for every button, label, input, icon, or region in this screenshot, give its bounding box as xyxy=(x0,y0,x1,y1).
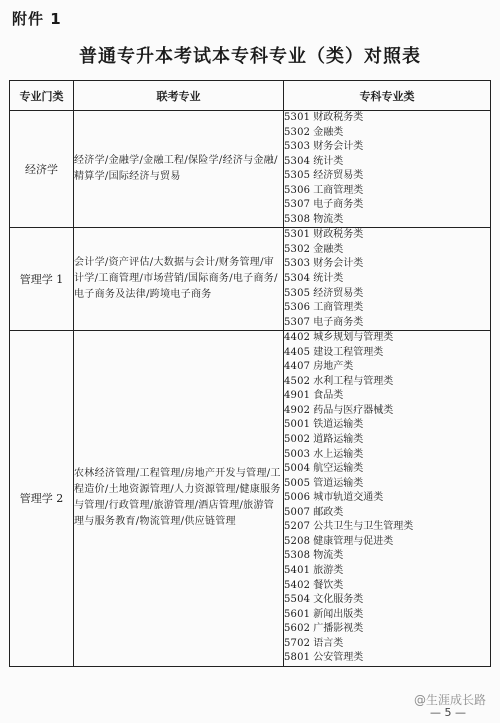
list-item xyxy=(284,287,490,302)
list-item xyxy=(284,506,490,521)
list-item xyxy=(284,549,490,564)
list-item xyxy=(284,520,490,535)
major-code: 5306 xyxy=(284,184,311,196)
list-item xyxy=(284,418,490,433)
major-name: 城市轨道交通类 xyxy=(313,492,384,504)
major-name: 公共卫生与卫生管理类 xyxy=(313,521,414,533)
major-code: 5601 xyxy=(284,608,311,620)
list-item xyxy=(284,608,490,623)
major-name: 金融类 xyxy=(313,126,344,138)
table-header-row xyxy=(10,81,491,111)
major-name: 财务会计类 xyxy=(313,258,364,270)
major-code: 5305 xyxy=(284,287,311,299)
major-name: 房地产类 xyxy=(313,361,354,373)
list-item xyxy=(284,637,490,652)
major-name: 铁道运输类 xyxy=(313,419,364,431)
major-code: 4502 xyxy=(284,375,311,387)
list-item xyxy=(284,184,490,199)
major-code: 5307 xyxy=(284,199,311,211)
major-name: 航空运输类 xyxy=(313,463,364,475)
list-item xyxy=(284,169,490,184)
major-code: 5303 xyxy=(284,258,311,270)
list-item xyxy=(284,198,490,213)
college-major-cell xyxy=(284,228,491,331)
table-row xyxy=(10,228,491,331)
joint-major-cell: 会计学/资产评估/大数据与会计/财务管理/审计学/工商管理/市场营销/国际商务/电子商务/电子商务及法律/跨境电子商务 xyxy=(74,228,284,331)
list-item xyxy=(284,579,490,594)
list-item xyxy=(284,228,490,243)
list-item xyxy=(284,213,490,228)
list-item xyxy=(284,404,490,419)
list-item xyxy=(284,272,490,287)
major-name: 电子商务类 xyxy=(313,316,364,328)
major-name: 统计类 xyxy=(313,273,344,285)
list-item xyxy=(284,491,490,506)
attachment-label: 附件 1 xyxy=(12,10,62,28)
major-code: 4901 xyxy=(284,390,311,402)
major-code: 5801 xyxy=(284,652,311,664)
list-item xyxy=(284,651,490,666)
major-code: 5304 xyxy=(284,273,311,285)
page-number: — 5 — xyxy=(430,706,466,719)
column-header-joint-major: 联考专业 xyxy=(74,81,284,111)
column-header-category: 专业门类 xyxy=(10,81,74,111)
major-code: 5602 xyxy=(284,623,311,635)
major-name: 广播影视类 xyxy=(313,623,364,635)
major-code: 5004 xyxy=(284,463,311,475)
list-item xyxy=(284,126,490,141)
college-major-cell xyxy=(284,331,491,667)
document-title: 普通专升本考试本专科专业（类）对照表 xyxy=(79,46,421,67)
major-name: 药品与医疗器械类 xyxy=(313,404,394,416)
major-code: 5002 xyxy=(284,434,311,446)
major-name: 物流类 xyxy=(313,550,344,562)
major-name: 健康管理与促进类 xyxy=(313,535,394,547)
list-item xyxy=(284,111,490,126)
major-code: 5003 xyxy=(284,448,311,460)
major-name: 食品类 xyxy=(313,390,344,402)
list-item xyxy=(284,462,490,477)
major-name: 旅游类 xyxy=(313,564,344,576)
major-name: 水上运输类 xyxy=(313,448,364,460)
major-name: 经济贸易类 xyxy=(313,287,364,299)
list-item xyxy=(284,301,490,316)
major-name: 文化服务类 xyxy=(313,594,364,606)
college-major-cell xyxy=(284,111,491,228)
major-name: 建设工程管理类 xyxy=(313,346,384,358)
table-row xyxy=(10,331,491,667)
list-item xyxy=(284,448,490,463)
major-name: 公安管理类 xyxy=(313,652,364,664)
major-code: 5006 xyxy=(284,492,311,504)
list-item xyxy=(284,360,490,375)
major-name: 工商管理类 xyxy=(313,302,364,314)
major-code: 5302 xyxy=(284,126,311,138)
major-code: 4902 xyxy=(284,404,311,416)
list-item xyxy=(284,257,490,272)
watermark: @生涯成长路 xyxy=(413,693,486,707)
major-code: 5306 xyxy=(284,302,311,314)
major-code: 4407 xyxy=(284,361,311,373)
category-cell: 管理学 1 xyxy=(10,228,74,331)
list-item xyxy=(284,331,490,346)
joint-major-cell: 农林经济管理/工程管理/房地产开发与管理/工程造价/土地资源管理/人力资源管理/健康服务与管理/行政管理/旅游管理/酒店管理/旅游管理与服务教育/物流管理/供应链管理 xyxy=(74,331,284,667)
major-name: 水利工程与管理类 xyxy=(313,375,394,387)
major-name: 管道运输类 xyxy=(313,477,364,489)
major-name: 工商管理类 xyxy=(313,184,364,196)
major-code: 4402 xyxy=(284,332,311,344)
major-name: 邮政类 xyxy=(313,506,344,518)
major-code: 5208 xyxy=(284,535,311,547)
list-item xyxy=(284,564,490,579)
list-item xyxy=(284,535,490,550)
table-row xyxy=(10,111,491,228)
major-code: 5401 xyxy=(284,564,311,576)
list-item xyxy=(284,243,490,258)
major-name: 财政税务类 xyxy=(313,112,364,123)
major-code: 5308 xyxy=(284,550,311,562)
major-code: 5308 xyxy=(284,213,311,225)
major-code: 5402 xyxy=(284,579,311,591)
list-item xyxy=(284,477,490,492)
major-name: 道路运输类 xyxy=(313,434,364,446)
major-code: 5304 xyxy=(284,155,311,167)
major-name: 新闻出版类 xyxy=(313,608,364,620)
list-item xyxy=(284,433,490,448)
major-name: 财政税务类 xyxy=(313,229,364,241)
major-code: 5702 xyxy=(284,637,311,649)
major-code: 5005 xyxy=(284,477,311,489)
list-item xyxy=(284,155,490,170)
major-code: 5307 xyxy=(284,316,311,328)
major-code: 5302 xyxy=(284,243,311,255)
major-code: 5504 xyxy=(284,594,311,606)
major-name: 物流类 xyxy=(313,213,344,225)
category-cell: 经济学 xyxy=(10,111,74,228)
list-item xyxy=(284,375,490,390)
list-item xyxy=(284,140,490,155)
joint-major-cell: 经济学/金融学/金融工程/保险学/经济与金融/精算学/国际经济与贸易 xyxy=(74,111,284,228)
list-item xyxy=(284,622,490,637)
major-code: 5301 xyxy=(284,229,311,241)
list-item xyxy=(284,389,490,404)
major-name: 餐饮类 xyxy=(313,579,344,591)
category-cell: 管理学 2 xyxy=(10,331,74,667)
major-code: 5303 xyxy=(284,141,311,153)
list-item xyxy=(284,316,490,331)
major-name: 统计类 xyxy=(313,155,344,167)
major-code: 5305 xyxy=(284,170,311,182)
major-code: 5207 xyxy=(284,521,311,533)
major-code: 5001 xyxy=(284,419,311,431)
column-header-college-major: 专科专业类 xyxy=(284,81,491,111)
major-name: 城乡规划与管理类 xyxy=(313,332,394,344)
major-code: 4405 xyxy=(284,346,311,358)
list-item xyxy=(284,346,490,361)
major-mapping-table xyxy=(9,80,491,667)
major-name: 电子商务类 xyxy=(313,199,364,211)
major-code: 5301 xyxy=(284,112,311,123)
major-code: 5007 xyxy=(284,506,311,518)
major-name: 语言类 xyxy=(313,637,344,649)
major-name: 金融类 xyxy=(313,243,344,255)
list-item xyxy=(284,593,490,608)
major-name: 财务会计类 xyxy=(313,141,364,153)
major-name: 经济贸易类 xyxy=(313,170,364,182)
